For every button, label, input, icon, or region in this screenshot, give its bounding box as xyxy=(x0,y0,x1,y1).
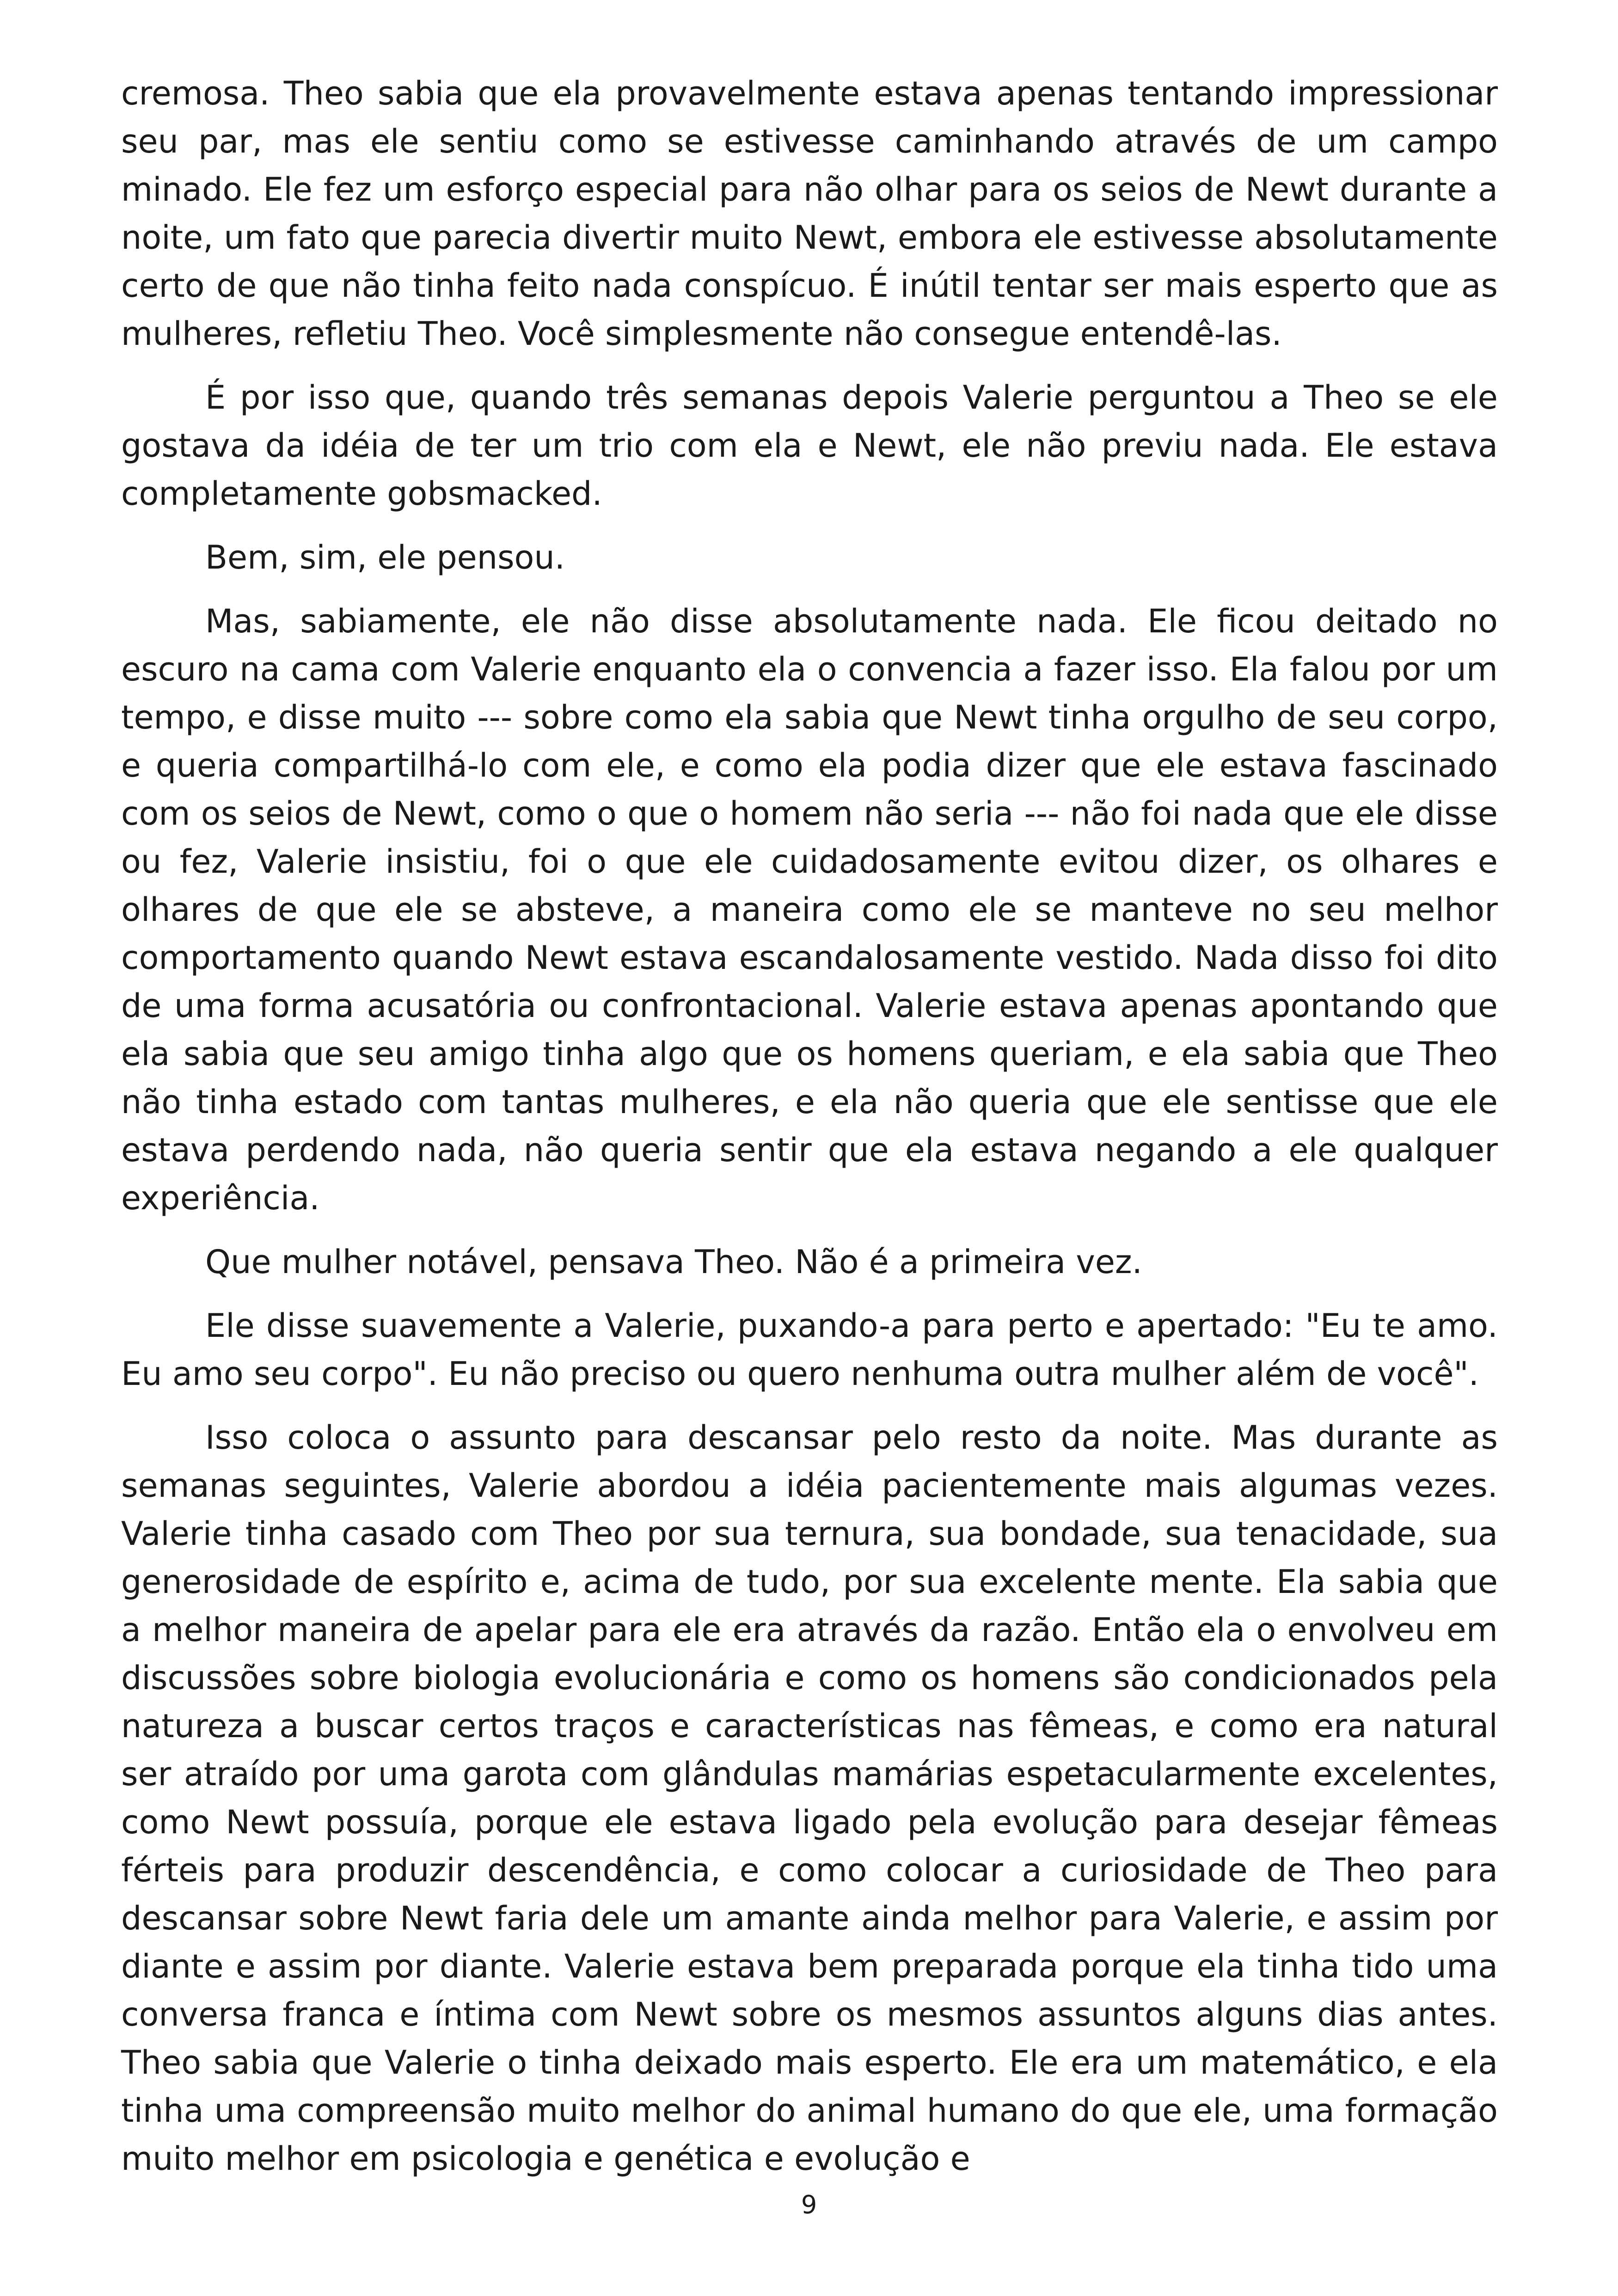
paragraph-6: Ele disse suavemente a Valerie, puxando-a para perto e apertado: "Eu te amo. Eu amo seu corpo". Eu não preciso ou quero nenhuma outra mulher além de você". xyxy=(121,1307,1498,1393)
paragraph-5: Que mulher notável, pensava Theo. Não é a primeira vez. xyxy=(205,1243,1142,1281)
paragraph-1: cremosa. Theo sabia que ela provavelmente estava apenas tentando impressionar seu par, mas ele sentiu como se estivesse caminhando através de um campo minado. Ele fez um esforço especial para não olhar para os seios de Newt durante a noite, um fato que parecia divertir muito Newt, embora ele estivesse absolutamente certo de que não tinha feito nada conspícuo. É inútil tentar ser mais esperto que as mulheres, refletiu Theo. Você simplesmente não consegue entendê-las. xyxy=(121,74,1498,353)
paragraph-4: Mas, sabiamente, ele não disse absolutamente nada. Ele ficou deitado no escuro na cama com Valerie enquanto ela o convencia a fazer isso. Ela falou por um tempo, e disse muito --- sobre como ela sabia que Newt tinha orgulho de seu corpo, e queria compartilhá-lo com ele, e como ela podia dizer que ele estava fascinado com os seios de Newt, como o que o homem não seria --- não foi nada que ele disse ou fez, Valerie insistiu, foi o que ele cuidadosamente evitou dizer, os olhares e olhares de que ele se absteve, a maneira como ele se manteve no seu melhor comportamento quando Newt estava escandalosamente vestido. Nada disso foi dito de uma forma acusatória ou confrontacional. Valerie estava apenas apontando que ela sabia que seu amigo tinha algo que os homens queriam, e ela sabia que Theo não tinha estado com tantas mulheres, e ela não queria que ele sentisse que ele estava perdendo nada, não queria sentir que ela estava negando a ele qualquer experiência. xyxy=(121,602,1498,1217)
page-number: 9 xyxy=(801,2190,817,2219)
page-body xyxy=(121,69,1498,2196)
paragraph-2: É por isso que, quando três semanas depois Valerie perguntou a Theo se ele gostava da idéia de ter um trio com ela e Newt, ele não previu nada. Ele estava completamente gobsmacked. xyxy=(121,379,1498,513)
paragraph-7: Isso coloca o assunto para descansar pelo resto da noite. Mas durante as semanas seguintes, Valerie abordou a idéia pacientemente mais algumas vezes. Valerie tinha casado com Theo por sua ternura, sua bondade, sua tenacidade, sua generosidade de espírito e, acima de tudo, por sua excelente mente. Ela sabia que a melhor maneira de apelar para ele era através da razão. Então ela o envolveu em discussões sobre biologia evolucionária e como os homens são condicionados pela natureza a buscar certos traços e características nas fêmeas, e como era natural ser atraído por uma garota com glândulas mamárias espetacularmente excelentes, como Newt possuía, porque ele estava ligado pela evolução para desejar fêmeas férteis para produzir descendência, e como colocar a curiosidade de Theo para descansar sobre Newt faria dele um amante ainda melhor para Valerie, e assim por diante e assim por diante. Valerie estava bem preparada porque ela tinha tido uma conversa franca e íntima com Newt sobre os mesmos assuntos alguns dias antes. Theo sabia que Valerie o tinha deixado mais esperto. Ele era um matemático, e ela tinha uma compreensão muito melhor do animal humano do que ele, uma formação muito melhor em psicologia e genética e evolução e xyxy=(121,1419,1498,2178)
paragraph-3: Bem, sim, ele pensou. xyxy=(205,539,565,576)
